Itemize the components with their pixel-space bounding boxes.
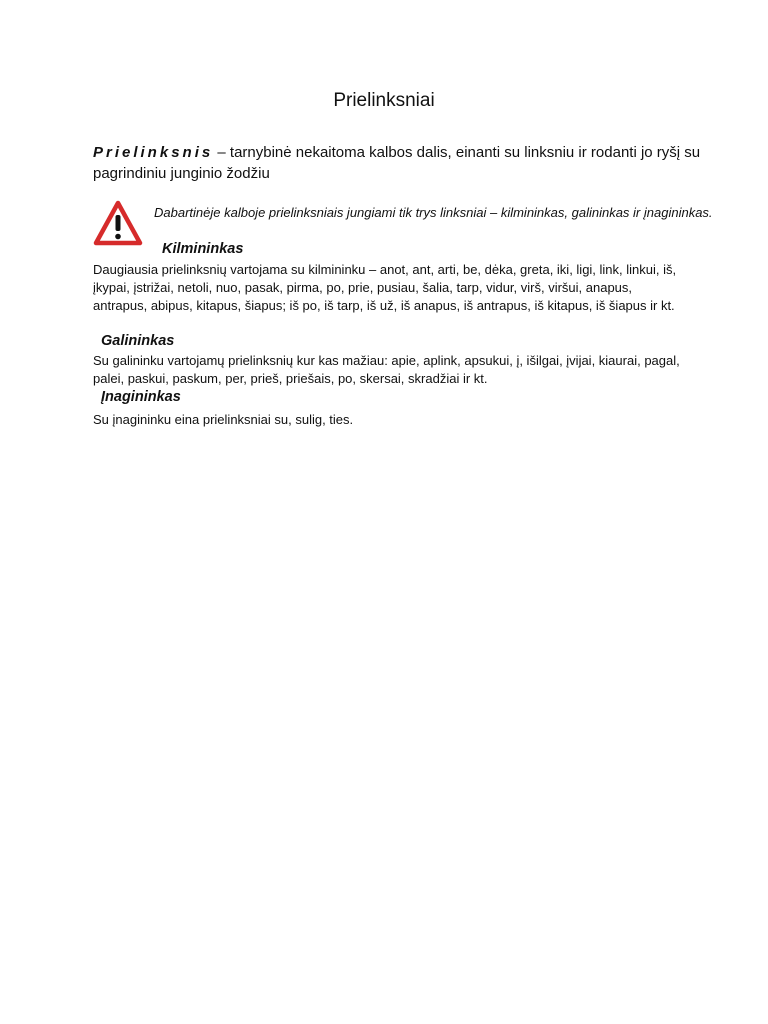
heading-inagininkas: Įnagininkas: [101, 389, 181, 405]
paragraph-inagininkas: Su įnagininku eina prielinksniai su, sulig, ties.: [93, 412, 354, 427]
heading-galininkas: Galininkas: [101, 333, 175, 349]
warning-triangle-icon: [93, 200, 143, 246]
heading-kilmininkas: Kilmininkas: [162, 241, 244, 257]
definition-text: – tarnybinė nekaitoma kalbos dalis, einanti su linksniu ir rodanti jo ryšį su pagrindiniu junginio žodžiu: [93, 144, 701, 182]
paragraph-kilmininkas: Daugiausia prielinksnių vartojama su kilmininku – anot, ant, arti, be, dėka, greta, iki, ligi, link, linkui, iš, įkypai, įstrižai, netoli, nuo, pasak, pirma, po, prie, pusiau, šalia, tarp, vidur, virš, viršui, anapus, antrapus, abipus, kitapus, šiapus; iš po, iš tarp, iš už, iš anapus, iš antrapus, iš kitapus, iš šiapus ir kt.: [93, 262, 677, 313]
definition: [93, 142, 713, 184]
page-title: Prielinksniai: [333, 90, 435, 111]
intro-note: Dabartinėje kalboje prielinksniais jungiami tik trys linksniai – kilmininkas, galininkas ir įnagininkas.: [154, 205, 713, 220]
paragraph-galininkas: Su galininku vartojamų prielinksnių kur kas mažiau: apie, aplink, apsukui, į, išilgai, įvijai, kiaurai, pagal, palei, paskui, paskum, per, prieš, priešais, po, skersai, skradžiai ir kt.: [93, 353, 680, 386]
definition-term: Prielinksnis: [93, 144, 214, 161]
